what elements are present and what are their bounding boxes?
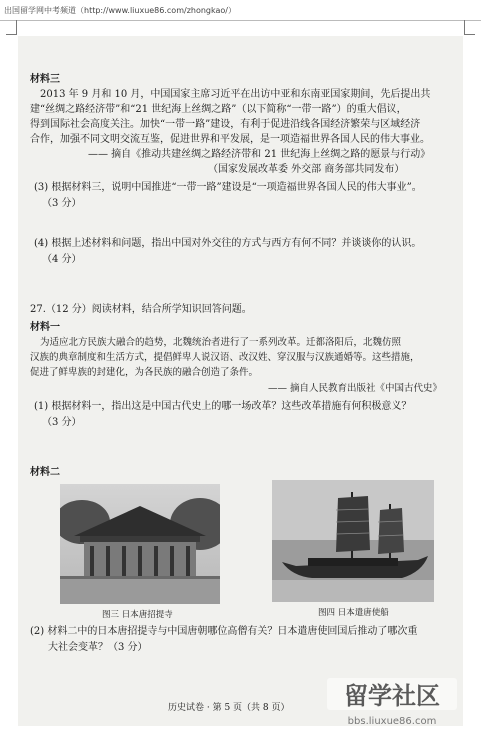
- watermark-url: bbs.liuxue86.com: [347, 716, 437, 727]
- question-27: 27.（12 分）阅读材料，结合所学知识回答问题。: [30, 304, 252, 315]
- material1-source: —— 摘自人民教育出版社《中国古代史》: [268, 383, 443, 394]
- material2-title: 材料二: [30, 467, 60, 478]
- page-footer: 历史试卷 · 第 5 页（共 8 页）: [168, 703, 290, 713]
- material3-line-1: 2013 年 9 月和 10 月，中国国家主席习近平在出访中亚和东南亚国家期间，先后提出共: [40, 89, 431, 100]
- crop-mark-right: [464, 20, 475, 35]
- crop-mark-left: [6, 20, 17, 35]
- material3-source: —— 摘自《推动共建丝绸之路经济带和 21 世纪海上丝绸之路的愿景与行动》: [88, 149, 431, 160]
- toshodaiji-temple-photo: [60, 484, 220, 604]
- material1-line-3: 促进了鲜卑族的封建化，为各民族的融合创造了条件。: [30, 367, 259, 378]
- source-url[interactable]: 出国留学网中考频道（http://www.liuxue86.com/zhongkao/）: [4, 6, 236, 15]
- material3-line-2: 建“丝绸之路经济带”和“21 世纪海上丝绸之路”（以下简称“一带一路”）的重大倡议，: [30, 104, 407, 115]
- material1-title: 材料一: [30, 322, 60, 333]
- material3-title: 材料三: [30, 74, 60, 85]
- browser-header: [0, 0, 481, 21]
- material3-line-4: 合作，加强不同文明交流互鉴，促进世界和平发展，是一项造福世界各国人民的伟大事业。: [30, 134, 430, 145]
- material3-source-publisher: （国家发展改革委 外交部 商务部共同发布）: [208, 164, 405, 175]
- material1-line-2: 汉族的典章制度和生活方式，提倡鲜卑人说汉语、改汉姓、穿汉服与汉族通婚等。这些措施，: [30, 352, 420, 363]
- material3-line-3: 得到国际社会高度关注。加快“一带一路”建设，有利于促进沿线各国经济繁荣与区域经济: [30, 119, 421, 130]
- japanese-envoy-ship-photo: [272, 480, 434, 602]
- question-4: (4) 根据上述材料和问题，指出中国对外交往的方式与西方有何不同？并谈谈你的认识。: [34, 238, 422, 249]
- question-2-line-1: (2) 材料二中的日本唐招提寺与中国唐朝哪位高僧有关？日本遣唐使回国后推动了哪次重: [30, 626, 418, 637]
- question-3: (3) 根据材料三，说明中国推进“一带一路”建设是“一项造福世界各国人民的伟大事业”。: [34, 182, 422, 193]
- exam-page: [18, 36, 463, 726]
- material1-line-1: 为适应北方民族大融合的趋势，北魏统治者进行了一系列改革。迁都洛阳后，北魏仿照: [40, 337, 402, 348]
- question-3-score: （3 分）: [42, 198, 82, 209]
- question-1: (1) 根据材料一，指出这是中国古代史上的哪一场改革？这些改革措施有何积极意义？: [34, 401, 412, 412]
- site-watermark[interactable]: [323, 674, 463, 730]
- figure3-caption: 图三 日本唐招提寺: [102, 610, 173, 620]
- question-2-line-2: 大社会变革？（3 分）: [48, 642, 148, 653]
- figure4-caption: 图四 日本遣唐使船: [318, 608, 389, 618]
- question-1-score: （3 分）: [42, 417, 82, 428]
- question-4-score: （4 分）: [42, 254, 82, 265]
- watermark-logo: 留学社区: [344, 682, 440, 710]
